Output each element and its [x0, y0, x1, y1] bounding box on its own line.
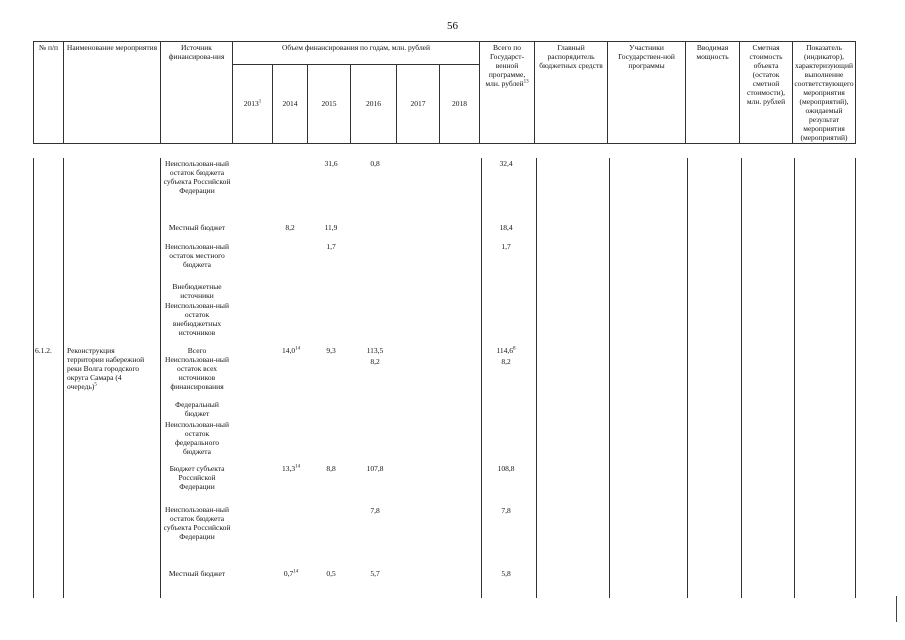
row-value-total: 108,8: [497, 464, 515, 473]
row-value-total: 5,8: [501, 569, 511, 578]
row-source: Местный бюджет: [168, 223, 226, 232]
header-num: № п/п: [34, 42, 64, 144]
table-body: [33, 158, 855, 598]
header-total: Всего по Государст-венной программе, млн. рублей$^{13}$: [480, 42, 535, 144]
row-value-2016: 7,8: [370, 506, 380, 515]
page-number: 56: [447, 20, 458, 32]
row-source: Неиспользован-ный остаток всех источников финансирования: [165, 355, 229, 392]
header-year-2018: 2018: [440, 64, 480, 143]
header-year-2014: 2014: [273, 64, 308, 143]
row-value-2015: 8,8: [326, 464, 336, 473]
margin-mark: [896, 596, 897, 622]
row-value-2014: 13,3$^{14}$: [281, 464, 301, 473]
column-divider: [160, 158, 161, 598]
row-source: Неиспользован-ный остаток местного бюджета: [165, 242, 229, 270]
row-value-2014: 14,0$^{14}$: [281, 346, 301, 355]
row-source: Неиспользован-ный остаток внебюджетных источников: [165, 301, 229, 338]
row-source: Местный бюджет: [168, 569, 226, 578]
column-divider: [63, 158, 64, 598]
row-value-2014: 8,2: [285, 223, 295, 232]
row-source: Неиспользован-ный остаток бюджета субъекта Российской Федерации: [163, 505, 231, 542]
column-divider: [609, 158, 610, 598]
header-year-2017: 2017: [397, 64, 440, 143]
header-year-2016: 2016: [351, 64, 397, 143]
header-source: Источник финансирова-ния: [161, 42, 233, 144]
row-value-total: 1,7: [501, 242, 511, 251]
item-name: Реконструкция территории набережной реки Волга городского округа Самара (4 очередь)$^5$: [67, 346, 145, 391]
row-source: Бюджет субъекта Российской Федерации: [169, 464, 225, 492]
row-value-2016: 8,2: [370, 357, 380, 366]
row-value-2015: 11,9: [324, 223, 338, 232]
column-divider: [536, 158, 537, 598]
column-divider: [741, 158, 742, 598]
row-value-2016: 113,5: [366, 346, 384, 355]
row-value-2015: 31,6: [324, 159, 338, 168]
row-source: Неиспользован-ный остаток бюджета субъекта Российской Федерации: [163, 159, 231, 196]
row-source: Всего: [187, 346, 207, 355]
row-value-2015: 1,7: [326, 242, 336, 251]
header-participants: Участники Государствен-ной программы: [608, 42, 686, 144]
row-value-total: 8,2: [501, 357, 511, 366]
column-divider: [481, 158, 482, 598]
row-value-total: 32,4: [499, 159, 513, 168]
row-value-2015: 9,3: [326, 346, 336, 355]
header-indicator: Показатель (индикатор), характеризующий выполнение соответствующего мероприятия (мероприятий), ожидаемый результат мероприятия (мероприятий): [794, 43, 854, 142]
row-value-2014: $0,7^{14}$: [283, 569, 299, 578]
row-source: Федеральный бюджет: [175, 400, 219, 419]
row-value-total: 114,6$^8$: [496, 346, 516, 355]
header-year-2015: 2015: [308, 64, 351, 143]
column-divider: [33, 158, 34, 598]
row-value-total: 7,8: [501, 506, 511, 515]
row-source: Неиспользован-ный остаток федерального бюджета: [165, 420, 229, 457]
header-cost: Сметная стоимость объекта (остаток сметной стоимости), млн. рублей: [740, 42, 793, 144]
header-capacity: Вводимая мощность: [686, 42, 740, 144]
header-funding-group: Объем финансирования по годам, млн. рублей: [233, 42, 480, 65]
row-value-total: 18,4: [499, 223, 513, 232]
table-header: [33, 41, 856, 144]
row-value-2016: 0,8: [370, 159, 380, 168]
column-divider: [855, 158, 856, 598]
header-name: Наименование мероприятия: [64, 42, 161, 144]
row-value-2016: 107,8: [366, 464, 384, 473]
item-number: 6.1.2.: [35, 346, 52, 355]
row-value-2016: 5,7: [370, 569, 380, 578]
row-source: Внебюджетные источники: [172, 282, 222, 301]
column-divider: [687, 158, 688, 598]
column-divider: [794, 158, 795, 598]
header-manager: Главный распорядитель бюджетных средств: [535, 42, 608, 144]
row-value-2015: 0,5: [326, 569, 336, 578]
header-year-2013: 2013$^1$: [233, 64, 273, 143]
